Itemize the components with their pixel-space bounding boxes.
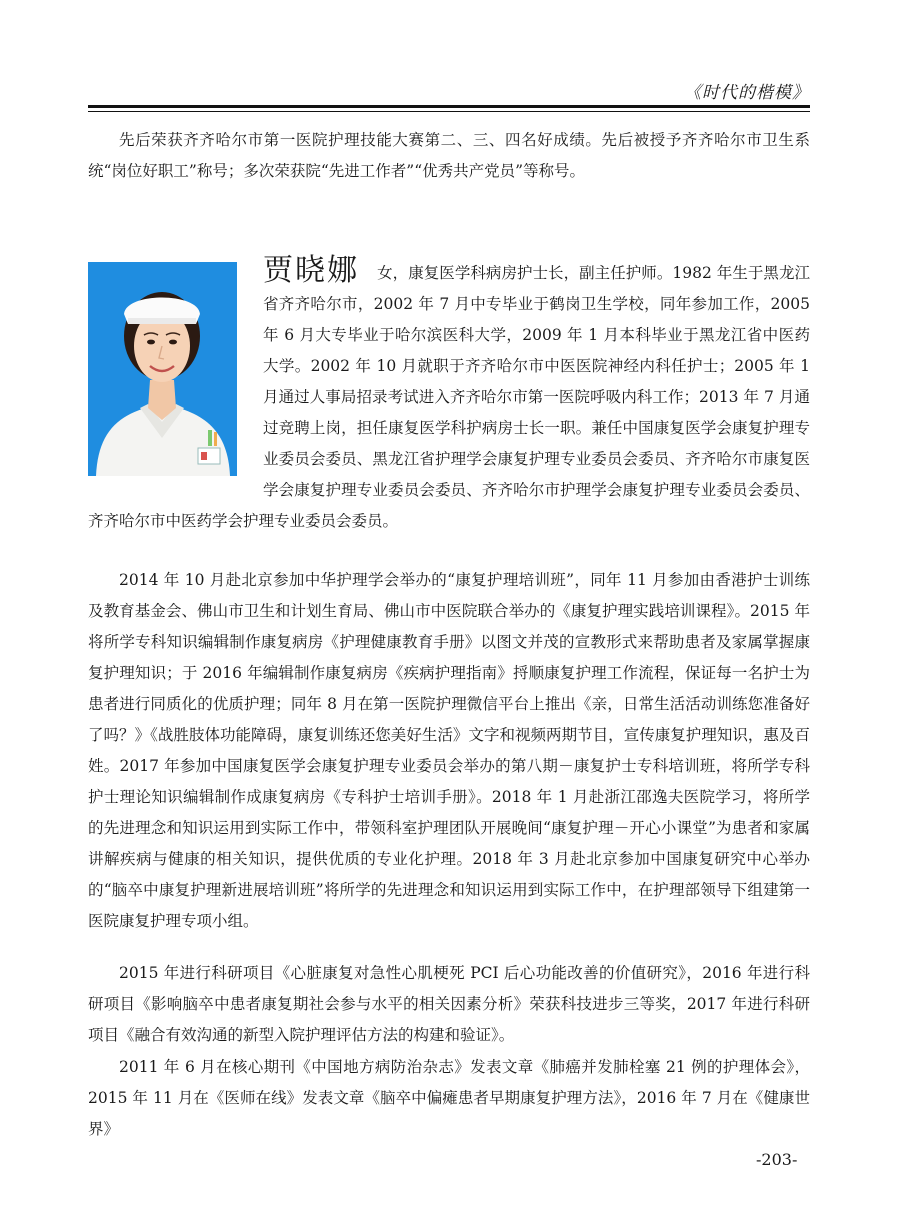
header-rule-thin	[88, 111, 810, 112]
paragraph-training: 2014 年 10 月赴北京参加中华护理学会举办的“康复护理培训班”，同年 11 月参加由香港护士训练及教育基金会、佛山市卫生和计划生育局、佛山市中医院联合举办的《康复护理实践培训课程》。2015 年将所学专科知识编辑制作康复病房《护理健康教育手册》以图文并茂的宣教形式来帮助患者及家属掌握康复护理知识；于 2016 年编辑制作康复病房《疾病护理指南》捋顺康复护理工作流程，保证每一名护士为患者进行同质化的优质护理；同年 8 月在第一医院护理微信平台上推出《亲，日常生活活动训练您准备好了吗？》《战胜肢体功能障碍，康复训练还您美好生活》文字和视频两期节目，宣传康复护理知识，惠及百姓。2017 年参加中国康复医学会康复护理专业委员会举办的第八期－康复护士专科培训班，将所学专科护士理论知识编辑制作成康复病房《专科护士培训手册》。2018 年 1 月赴浙江邵逸夫医院学习，将所学的先进理念和知识运用到实际工作中，带领科室护理团队开展晚间“康复护理－开心小课堂”为患者和家属讲解疾病与健康的相关知识，提供优质的专业化护理。2018 年 3 月赴北京参加中国康复研究中心举办的“脑卒中康复护理新进展培训班”将所学的先进理念和知识运用到实际工作中，在护理部领导下组建第一医院康复护理专项小组。	[88, 571, 810, 930]
paragraph-research: 2015 年进行科研项目《心脏康复对急性心肌梗死 PCI 后心功能改善的价值研究》，2016 年进行科研项目《影响脑卒中患者康复期社会参与水平的相关因素分析》荣获科技进步三等奖，2017 年进行科研项目《融合有效沟通的新型入院护理评估方法的构建和验证》。	[88, 964, 810, 1044]
profile-bio-text: 女，康复医学科病房护士长，副主任护师。1982 年生于黑龙江省齐齐哈尔市，2002 年 7 月中专毕业于鹤岗卫生学校，同年参加工作，2005 年 6 月大专毕业于哈尔滨医科大学，2009 年 1 月本科毕业于黑龙江省中医药大学。2002 年 10 月就职于齐齐哈尔市中医医院神经内科任护士；2005 年 1 月通过人事局招录考试进入齐齐哈尔市第一医院呼吸内科工作；2013 年 7 月通过竞聘上岗，担任康复医学科护病房士长一职。兼任中国康复医学会康复护理专业委员会委员、黑龙江省护理学会康复护理专业委员会委员、齐齐哈尔市康复医学会康复护理专业委员会委员、齐齐哈尔市护理学会康复护理专业委员会委员、齐齐哈尔市中医药学会护理专业委员会委员。	[88, 264, 810, 530]
running-header-title: 《时代的楷模》	[684, 83, 810, 103]
profile-bio-block	[88, 255, 810, 537]
photo-wrap-spacer	[88, 255, 263, 495]
profile-name: 贾晓娜	[263, 253, 360, 288]
header-rule-thick	[88, 105, 810, 108]
page-number: -203-	[756, 1150, 798, 1169]
paragraph-publications: 2011 年 6 月在核心期刊《中国地方病防治杂志》发表文章《肺癌并发肺栓塞 21 例的护理体会》，2015 年 11 月在《医师在线》发表文章《脑卒中偏瘫患者早期康复护理方法》，2016 年 7 月在《健康世界》	[88, 1058, 810, 1138]
intro-paragraph: 先后荣获齐齐哈尔市第一医院护理技能大赛第二、三、四名好成绩。先后被授予齐齐哈尔市卫生系统“岗位好职工”称号；多次荣获院“先进工作者”“优秀共产党员”等称号。	[88, 131, 810, 180]
